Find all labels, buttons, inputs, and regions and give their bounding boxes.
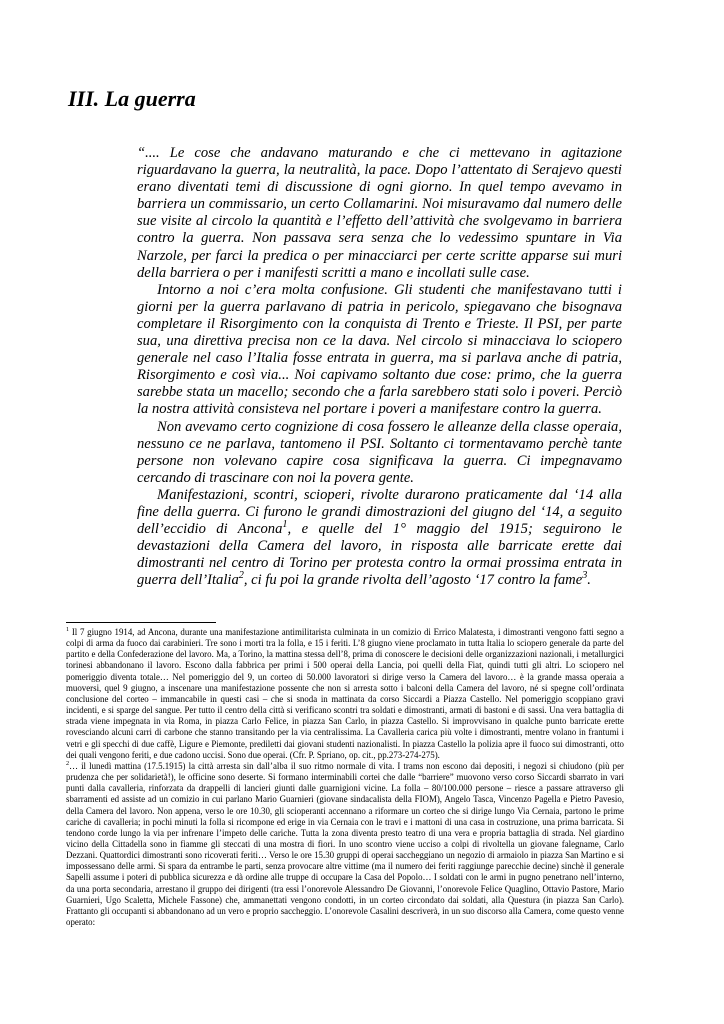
chapter-title: III. La guerra [68, 86, 196, 111]
quoted-testimony [137, 145, 622, 589]
footnote-1-text: Il 7 giugno 1914, ad Ancona, durante una manifestazione antimilitarista culminata in un comizio di Errico Malatesta, i dimostranti vengono fatti segno a colpi di arma da fuoco dai carabinieri. Tre sono i morti tra la folla, e 15 i feriti. L’8 giugno viene proclamato in tutta Italia lo sciopero generale da parte del partito e della Confederazione del lavoro. Ma, a Torino, la mattina stessa dell’8, prima di conoscere le decisioni delle organizzazioni nazionali, i metallurgici torinesi abbandonano il lavoro. Escono dalla fabbrica per primi i 500 operai della Lancia, poi quelli della Fiat, quindi tutti gli altri. Lo sciopero nel pomeriggio diventa totale… Nel pomeriggio del 9, un corteo di 50.000 lavoratori si dirige verso la Camera del lavoro… è la grande massa operaia a muoversi, quel 9 giugno, a inscenare una manifestazione possente che non si arresta sotto i balconi della Camera del lavoro, né si spegne coll’ordinata conclusione del corteo – immancabile in questi casi – che si snoda in mattinata da corso Siccardi a Piazza Castello. Nel pomeriggio scoppiano gravi incidenti, e si sparge del sangue. Per tutto il centro della città si verificano scontri tra soldati e dimostranti, armati di bastoni e di sassi. Una vera battaglia di strada viene impegnata in via Roma, in piazza Carlo Felice, in piazza San Carlo, in piazza Castello. Si improvvisano in qualche punto barricate erette rovesciando alcuni carri di carbone che stanno transitando per la via centralissima. La Cavalleria carica più volte i dimostranti, mentre volano in frantumi i vetri e gli specchi di due caffè, Ligure e Piemonte, prediletti dai giovani studenti nazionalisti. In piazza Castello la polizia apre il fuoco sui dimostranti, otto dei quali vengono feriti, e due cadono uccisi. Sono due operai. (Cfr. P. Spriano, op. cit., pp.273-274-275). [66, 627, 624, 760]
footnote-2 [66, 761, 624, 928]
footnotes [66, 627, 624, 928]
quote-text: Manifestazioni, scontri, scioperi, rivolte durarono praticamente dal ‘14 alla fine della guerra. Ci furono le grandi dimostrazioni del giugno del ‘14, a seguito dell’eccidio di Ancona [137, 486, 622, 538]
quote-paragraph-3: Non avevamo certo cognizione di cosa fossero le alleanze della classe operaia, nessuno ce ne parlava, tantomeno il PSI. Soltanto ci tormentavamo perchè tante persone non volevano capire cosa significava la guerra. Ci impegnavamo cercando di trascinare con noi la povera gente. [137, 418, 622, 486]
quote-paragraph-4 [137, 487, 622, 590]
quote-text: , ci fu poi la grande rivolta dell’agosto ‘17 contro la fame [243, 572, 583, 589]
footnote-1 [66, 627, 624, 761]
quote-text: , e quelle del 1° maggio del 1915; seguirono le devastazioni della Camera del lavoro, in risposta alle barricate erette dai dimostranti nel centro di Torino per protesta contro la ormai prossima entrata in guerra dell’Italia [137, 521, 623, 589]
quote-paragraph-1: “.... Le cose che andavano maturando e che ci mettevano in agitazione riguardavano la guerra, la neutralità, la pace. Dopo l’attentato di Serajevo questi erano diventati temi di discussione di ogni giorno. In quel tempo avevamo in barriera un commissario, un certo Collamarini. Noi misuravamo dal numero delle sue visite al circolo la quantità e l’effetto dell’attività che svolgevamo in barriera contro la guerra. Non passava sera senza che lo vedessimo spuntare in Via Narzole, per farci la predica o per minacciarci per certe scritte apparse sui muri della barriera o per i manifesti scritti a mano e incollati sulle case. [137, 145, 622, 281]
quote-paragraph-2: Intorno a noi c’era molta confusione. Gli studenti che manifestavano tutti i giorni per la guerra parlavano di patria in pericolo, spiegavano che bisognava completare il Risorgimento con la conquista di Trento e Trieste. Il PSI, per parte sua, una direttiva precisa non ce la dava. Nel circolo si minacciava lo sciopero generale nel caso l’Italia fosse entrata in guerra, ma si parlava anche di patria, Risorgimento e così via... Noi capivamo soltanto due cose: primo, che la guerra sarebbe stata un macello; secondo che a farla sarebbero stati solo i poveri. Perciò la nostra attività consisteva nel portare i poveri a manifestare contro la guerra. [137, 281, 622, 418]
footnote-ref-1[interactable]: 1 [282, 519, 288, 531]
quote-text: . [587, 572, 591, 589]
footnote-ref-2[interactable]: 2 [238, 570, 244, 582]
footnote-2-text: … il lunedì mattina (17.5.1915) la città arresta sin dall’alba il suo ritmo normale di vita. I trams non escono dai depositi, i negozi si chiudono (più per prudenza che per solidarietà!), le officine sono deserte. Si formano interminabili cortei che dalle “barriere” muovono verso corso Siccardi sbarrato in vari punti dalla cavalleria, rinforzata da drappelli di lancieri giunti dalle guarnigioni vicine. La folla – 80/100.000 persone – riesce a passare attraverso gli sbarramenti ed assiste ad un comizio in cui parlano Mario Guarnieri (giovane sindacalista della FIOM), Angelo Tasca, Vincenzo Pagella e Pietro Pavesio, della Camera del lavoro. Non appena, verso le ore 10.30, gli scioperanti accennano a riformare un corteo che si dirige lungo Via Cernaia, partono le prime cariche di cavalleria; in pochi minuti la folla si ricompone ed erige in via Cernaia con le travi e i mattoni di una casa in costruzione, una prima barricata. Si tendono corde lungo la via per infrenare l’impeto delle cariche. Tutta la zona diventa presto teatro di una vera e propria battaglia di strada. Nel giardino vicino della Cittadella sono in fiamme gli steccati di una mostra di fiori. In uno scontro viene ucciso a colpi di rivoltella un giovane falegname, Carlo Dezzani. Quattordici dimostranti sono ricoverati feriti… Verso le ore 15.30 gruppi di operai saccheggiano un negozio di armaiolo in piazza San Martino e si impossessano delle armi. Si spara da entrambe le parti, senza provocare altre vittime (ma il numero dei feriti raggiunge parecchie decine) sinchè il generale Sapelli assume i poteri di pubblica sicurezza e dà ordine alle truppe di occupare la Casa del Popolo… I soldati con le armi in pugno penetrano nell’interno, da una porta secondaria, arrestano il gruppo dei dirigenti (tra essi l’onorevole Alessandro De Giovanni, l’onorevole Felice Quaglino, Ottavio Pastore, Mario Guarnieri, Ugo Scaletta, Michele Fassone) che, ammanettati vengono condotti, in un corteo circondato dai soldati, alla Questura (in piazza San Carlo). Frattanto gli occupanti si abbandonano ad un vero e proprio saccheggio. L’onorevole Casalini descriverà, in un suo discorso alla Camera, come questo venne operato: [66, 760, 624, 928]
footnote-separator [66, 622, 216, 623]
footnote-mark-1: 1 [66, 626, 70, 634]
footnote-ref-3[interactable]: 3 [582, 570, 588, 582]
footnote-mark-2: 2 [66, 759, 70, 767]
